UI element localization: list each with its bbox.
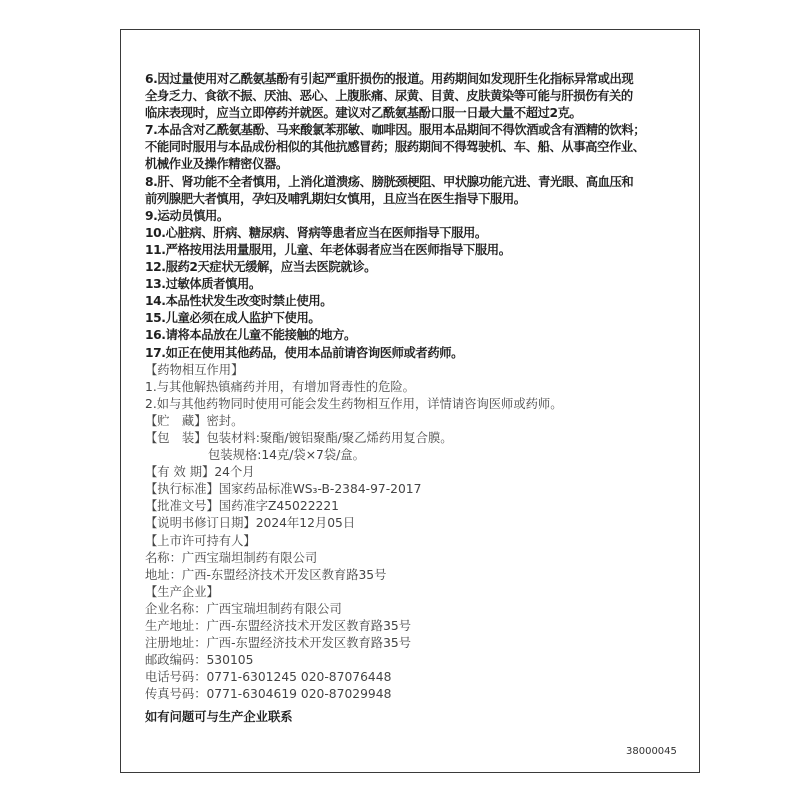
warning-line: 8.肝、肾功能不全者慎用，上消化道溃疡、膀胱颈梗阻、甲状腺功能亢进、青光眼、高血压和 bbox=[145, 174, 634, 189]
holder-section bbox=[145, 533, 705, 584]
standard-value: 国家药品标准WS₃-B-2384-97-2017 bbox=[218, 482, 422, 497]
approval-section bbox=[145, 498, 705, 515]
manufacturer-row: 电话号码：0771-6301245 020-87076448 bbox=[145, 670, 392, 685]
warning-line: 16.请将本品放在儿童不能接触的地方。 bbox=[145, 328, 356, 343]
warnings-section bbox=[145, 71, 705, 362]
warning-line: 全身乏力、食欲不振、厌油、恶心、上腹胀痛、尿黄、目黄、皮肤黄染等可能与肝损伤有关的 bbox=[145, 89, 633, 104]
section-header: 【生产企业】 bbox=[145, 584, 219, 599]
approval-label: 【批准文号】 bbox=[145, 499, 219, 514]
interaction-item: 1.与其他解热镇痛药并用，有增加肾毒性的危险。 bbox=[145, 379, 415, 394]
warning-line: 不能同时服用与本品成份相似的其他抗感冒药；服药期间不得驾驶机、车、船、从事高空作业、 bbox=[145, 140, 645, 155]
package-material: 包装材料:聚酯/镀铝聚酯/聚乙烯药用复合膜。 bbox=[206, 430, 453, 445]
holder-address: 地址：广西-东盟经济技术开发区教育路35号 bbox=[145, 567, 387, 582]
revision-section bbox=[145, 515, 705, 532]
warning-line: 13.过敏体质者慎用。 bbox=[145, 277, 261, 292]
package-spec: 包装规格:14克/袋×7袋/盒。 bbox=[208, 448, 365, 463]
validity-value: 24个月 bbox=[214, 465, 255, 480]
warning-line: 前列腺肥大者慎用，孕妇及哺乳期妇女慎用，且应当在医生指导下服用。 bbox=[145, 191, 526, 206]
section-header: 【上市许可持有人】 bbox=[145, 533, 256, 548]
manufacturer-row: 企业名称：广西宝瑞坦制药有限公司 bbox=[145, 601, 342, 616]
leaflet-content bbox=[145, 71, 705, 727]
section-header: 【药物相互作用】 bbox=[145, 362, 244, 377]
warning-line: 9.运动员慎用。 bbox=[145, 208, 229, 223]
storage-section bbox=[145, 413, 705, 430]
standard-section bbox=[145, 481, 705, 498]
warning-line: 15.儿童必须在成人监护下使用。 bbox=[145, 311, 321, 326]
interaction-item: 2.如与其他药物同时使用可能会发生药物相互作用，详情请咨询医师或药师。 bbox=[145, 396, 563, 411]
manufacturer-row: 注册地址：广西-东盟经济技术开发区教育路35号 bbox=[145, 636, 412, 651]
warning-line: 11.严格按用法用量服用，儿童、年老体弱者应当在医师指导下服用。 bbox=[145, 242, 511, 257]
manufacturer-row: 邮政编码：530105 bbox=[145, 653, 254, 668]
manufacturer-section bbox=[145, 584, 705, 704]
warning-line: 12.服药2天症状无缓解，应当去医院就诊。 bbox=[145, 260, 376, 275]
holder-name: 名称：广西宝瑞坦制药有限公司 bbox=[145, 550, 318, 565]
warning-line: 10.心脏病、肝病、糖尿病、肾病等患者应当在医师指导下服用。 bbox=[145, 225, 487, 240]
validity-label: 【有 效 期】 bbox=[145, 465, 215, 480]
revision-value: 2024年12月05日 bbox=[255, 516, 356, 531]
warning-line: 机械作业及操作精密仪器。 bbox=[145, 157, 288, 172]
manufacturer-row: 传真号码：0771-6304619 020-87029948 bbox=[145, 687, 392, 702]
storage-label: 【贮 藏】 bbox=[145, 413, 207, 428]
storage-value: 密封。 bbox=[206, 413, 244, 428]
document-code: 38000045 bbox=[626, 746, 677, 757]
revision-label: 【说明书修订日期】 bbox=[145, 516, 256, 531]
warning-line: 临床表现时，应当立即停药并就医。建议对乙酰氨基酚口服一日最大量不超过2克。 bbox=[145, 106, 582, 121]
standard-label: 【执行标准】 bbox=[145, 482, 219, 497]
package-label: 【包 装】 bbox=[145, 430, 207, 445]
warning-line: 6.因过量使用对乙酰氨基酚有引起严重肝损伤的报道。用药期间如发现肝生化指标异常或出现 bbox=[145, 72, 634, 86]
warning-line: 14.本品性状发生改变时禁止使用。 bbox=[145, 294, 333, 309]
approval-value: 国药准字Z45022221 bbox=[218, 499, 339, 514]
contact-note: 如有问题可与生产企业联系 bbox=[145, 710, 293, 725]
warning-line: 17.如正在使用其他药品，使用本品前请咨询医师或者药师。 bbox=[145, 345, 464, 360]
warning-line: 7.本品含对乙酰氨基酚、马来酸氯苯那敏、咖啡因。服用本品期间不得饮酒或含有酒精的饮料； bbox=[145, 123, 646, 138]
package-section bbox=[145, 430, 705, 464]
validity-section bbox=[145, 464, 705, 481]
manufacturer-row: 生产地址：广西-东盟经济技术开发区教育路35号 bbox=[145, 619, 412, 633]
interactions-section bbox=[145, 362, 705, 413]
